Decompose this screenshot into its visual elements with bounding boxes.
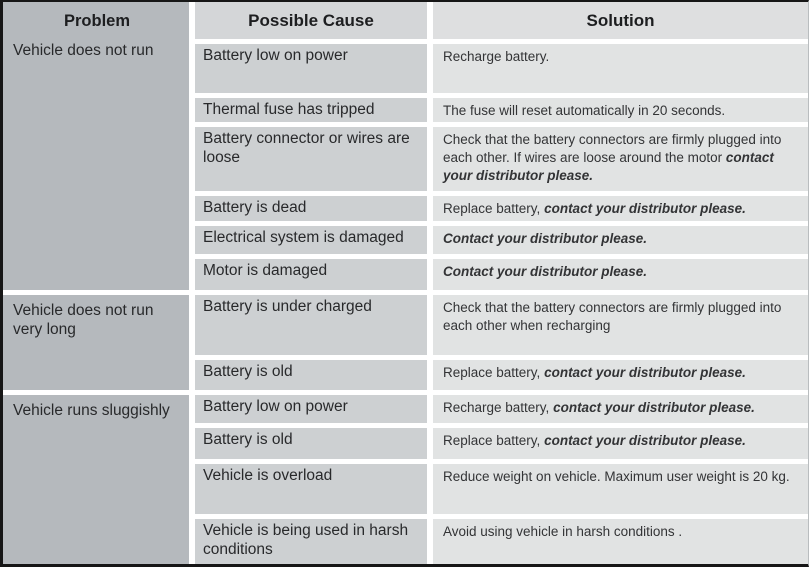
solution-text: Replace battery, <box>443 201 545 216</box>
solution-cell <box>433 428 808 459</box>
cause-cell: Battery low on power <box>195 395 427 423</box>
problem-cell <box>3 2 189 290</box>
solution-cell <box>433 98 808 122</box>
solution-cell <box>433 519 808 564</box>
solution-emphasis-text: contact your distributor please. <box>544 365 746 380</box>
solution-text: Reduce weight on vehicle. Maximum user weight is 20 kg. <box>443 469 790 484</box>
solution-text: Check that the battery connectors are firmly plugged into each other when recharging <box>443 300 782 333</box>
solution-emphasis-text: contact your distributor please. <box>544 433 746 448</box>
column-header-solution: Solution <box>433 2 808 39</box>
cause-cell: Electrical system is damaged <box>195 226 427 254</box>
solution-cell <box>433 464 808 514</box>
solution-emphasis-text: contact your distributor please. <box>544 201 746 216</box>
problem-label: Vehicle runs sluggishly <box>13 402 170 419</box>
solution-cell <box>433 196 808 221</box>
cause-cell: Battery is dead <box>195 196 427 221</box>
solution-text: The fuse will reset automatically in 20 seconds. <box>443 103 726 118</box>
column-header-problem: Problem <box>63 12 131 30</box>
solution-cell <box>433 259 808 290</box>
solution-text: Check that the battery connectors are firmly plugged into each other. If wires are loose around the motor <box>443 132 782 165</box>
solution-cell <box>433 44 808 93</box>
solution-emphasis-text: Contact your distributor please. <box>443 264 648 279</box>
solution-cell <box>433 395 808 423</box>
cause-cell: Vehicle is being used in harsh conditions <box>195 519 427 564</box>
solution-emphasis-text: Contact your distributor please. <box>443 231 648 246</box>
solution-emphasis-text: contact your distributor please. <box>553 400 755 415</box>
problem-cell <box>3 295 189 390</box>
cause-cell: Thermal fuse has tripped <box>195 98 427 122</box>
problem-label: Vehicle does not run <box>13 41 154 59</box>
solution-text: Recharge battery. <box>443 49 550 64</box>
solution-text: Avoid using vehicle in harsh conditions . <box>443 524 683 539</box>
solution-cell <box>433 226 808 254</box>
cause-cell: Battery is under charged <box>195 295 427 355</box>
cause-cell: Battery is old <box>195 428 427 459</box>
problem-cell <box>3 395 189 564</box>
problem-label: Vehicle does not run very long <box>13 302 154 339</box>
solution-text: Recharge battery, <box>443 400 554 415</box>
cause-cell: Battery is old <box>195 360 427 390</box>
solution-text: Replace battery, <box>443 365 545 380</box>
solution-cell <box>433 360 808 390</box>
column-header-possible-cause: Possible Cause <box>195 2 427 39</box>
troubleshooting-grid <box>3 2 808 564</box>
solution-cell <box>433 127 808 191</box>
cause-cell: Motor is damaged <box>195 259 427 290</box>
solution-emphasis-text: contact your distributor please. <box>443 149 774 183</box>
cause-cell: Vehicle is overload <box>195 464 427 514</box>
solution-cell <box>433 295 808 355</box>
cause-cell: Battery low on power <box>195 44 427 93</box>
solution-text: Replace battery, <box>443 433 545 448</box>
cause-cell: Battery connector or wires are loose <box>195 127 427 191</box>
